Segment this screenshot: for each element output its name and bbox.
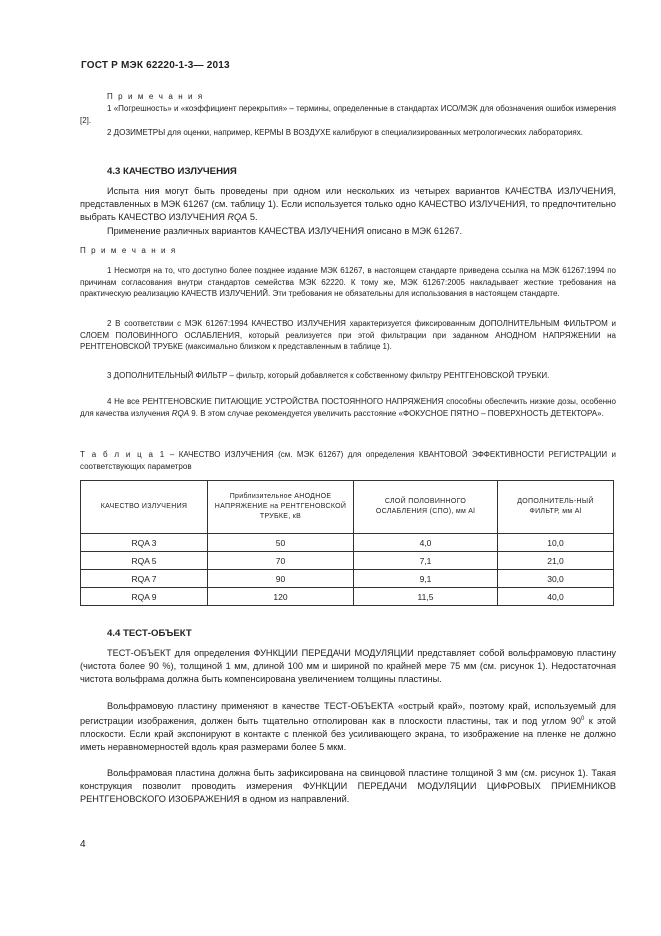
note-text-end: 9. В этом случае рекомендуется увеличить расстояние «ФОКУСНОЕ ПЯТНО – ПОВЕРХНОСТЬ ДЕТЕКТОРА». xyxy=(189,408,604,418)
table-cell: 7,1 xyxy=(354,552,498,570)
paragraph-text: Испыта ния могут быть проведены при одном или нескольких из четырех вариантов КАЧЕСТВА ИЗЛУЧЕНИЯ, представленных в МЭК 61267 (см. таблицу 1). Если используется только одно КАЧЕСТВО ИЗЛУЧЕНИЯ, то предпочтительно выбрать КАЧЕСТВО ИЗЛУЧЕНИЯ xyxy=(80,186,616,222)
table-caption-label: Т а б л и ц а 1 xyxy=(80,450,166,459)
page-number: 4 xyxy=(80,839,86,850)
column-header: СЛОЙ ПОЛОВИННОГО ОСЛАБЛЕНИЯ (СПО), мм Al xyxy=(354,481,498,534)
italic-rqa: RQA xyxy=(227,212,248,222)
table-caption xyxy=(80,449,616,472)
table-row xyxy=(81,588,614,606)
table-cell: 90 xyxy=(208,570,354,588)
table-cell: RQA 9 xyxy=(81,588,208,606)
notes-title-2: П р и м е ч а н и я xyxy=(80,246,177,255)
italic-rqa-2: RQA xyxy=(171,408,190,418)
degree-superscript: 0 xyxy=(580,716,585,722)
note-2-4 xyxy=(80,396,616,419)
table-cell: RQA 3 xyxy=(81,534,208,552)
table-row xyxy=(81,570,614,588)
section-heading-4-4: 4.4 ТЕСТ-ОБЪЕКТ xyxy=(107,628,192,639)
table-row xyxy=(81,552,614,570)
column-header: ДОПОЛНИТЕЛЬ-НЫЙ ФИЛЬТР, мм Al xyxy=(498,481,614,534)
column-header: КАЧЕСТВО ИЗЛУЧЕНИЯ xyxy=(81,481,208,534)
note-2-2: 2 В соответствии с МЭК 61267:1994 КАЧЕСТВО ИЗЛУЧЕНИЯ характеризуется фиксированным ДОПОЛНИТЕЛЬНЫМ ФИЛЬТРОМ и СЛОЕМ ПОЛОВИННОГО ОСЛАБЛЕНИЯ, который реализуется при этой фильтрации при заданном АНОДНОМ НАПРЯЖЕНИИ на РЕНТГЕНОВСКОЙ ТРУБКЕ (максимально близком к представленным в таблице 1). xyxy=(80,319,616,351)
table-cell: 120 xyxy=(208,588,354,606)
paragraph-radiation-quality xyxy=(80,185,616,224)
table-cell: 30,0 xyxy=(498,570,614,588)
paragraph-usage: Применение различных вариантов КАЧЕСТВА ИЗЛУЧЕНИЯ описано в МЭК 61267. xyxy=(107,226,463,236)
note-1: 1 «Погрешность» и «коэффициент перекрытия» – термины, определенные в стандартах ИСО/МЭК для обозначения ошибок измерения [2]. xyxy=(80,104,616,125)
table-caption-text: – КАЧЕСТВО ИЗЛУЧЕНИЯ (см. МЭК 61267) для определения КВАНТОВОЙ ЭФФЕКТИВНОСТИ РЕГИСТРАЦИИ и соответствующих параметров xyxy=(80,450,616,471)
table-cell: 9,1 xyxy=(354,570,498,588)
table-cell: RQA 5 xyxy=(81,552,208,570)
paragraph-test-object: ТЕСТ-ОБЪЕКТ для определения ФУНКЦИИ ПЕРЕДАЧИ МОДУЛЯЦИИ представляет собой вольфрамовую пластину (чистота более 90 %), толщиной 1 мм, длиной 100 мм и шириной по крайней мере 75 мм (см. рисунок 1). Недостаточная чистота вольфрама должна быть компенсирована увеличением толщины пластины. xyxy=(80,648,616,684)
table-row xyxy=(81,534,614,552)
paragraph-text-end: к этой плоскости. Если край экспонируют в контакте с пленкой без усиливающего экрана, то изображение на пленке не должно иметь неравномерностей вдоль края размерами более 5 мкм. xyxy=(80,716,616,753)
paragraph-tungsten-plate xyxy=(80,700,616,754)
note-2-1: 1 Несмотря на то, что доступно более позднее издание МЭК 61267, в настоящем стандарте приведена ссылка на МЭК 61267:1994 по причинам согласования внутри стандартов семейства МЭК 62220. К тому же, МЭК 61267:2005 накладывает жесткие требования на практическую реализацию КАЧЕСТВ ИЗЛУЧЕНИЙ. Эти требования не обязательны для использования в настоящем стандарте. xyxy=(80,266,616,298)
table-cell: 21,0 xyxy=(498,552,614,570)
table-cell: RQA 7 xyxy=(81,570,208,588)
notes-title: П р и м е ч а н и я xyxy=(107,92,204,101)
standard-header: ГОСТ Р МЭК 62220-1-3— 2013 xyxy=(81,60,230,71)
note-2-3: 3 ДОПОЛНИТЕЛЬНЫЙ ФИЛЬТР – фильтр, который добавляется к собственному фильтру РЕНТГЕНОВСКОЙ ТРУБКИ. xyxy=(107,371,550,380)
note-text: 4 Не все РЕНТГЕНОВСКИЕ ПИТАЮЩИЕ УСТРОЙСТВА ПОСТОЯННОГО НАПРЯЖЕНИЯ способны обеспечить низкие дозы, особенно для качества излучения xyxy=(80,397,616,418)
table-cell: 4,0 xyxy=(354,534,498,552)
section-heading-4-3: 4.3 КАЧЕСТВО ИЗЛУЧЕНИЯ xyxy=(107,166,237,177)
note-2: 2 ДОЗИМЕТРЫ для оценки, например, КЕРМЫ В ВОЗДУХЕ калибруют в специализированных метрологических лабораториях. xyxy=(107,128,583,137)
paragraph-text-end: 5. xyxy=(247,212,258,222)
table-cell: 10,0 xyxy=(498,534,614,552)
table-cell: 70 xyxy=(208,552,354,570)
paragraph-lead-plate: Вольфрамовая пластина должна быть зафиксирована на свинцовой пластине толщиной 3 мм (см. рисунок 1). Такая конструкция позволит проводить измерения ФУНКЦИИ ПЕРЕДАЧИ МОДУЛЯЦИИ ЦИФРОВЫХ ПРИЕМНИКОВ РЕНТГЕНОВСКОГО ИЗОБРАЖЕНИЯ в одном из направлений. xyxy=(80,768,616,804)
table-cell: 50 xyxy=(208,534,354,552)
paragraph-text: Вольфрамовую пластину применяют в качестве ТЕСТ-ОБЪЕКТА «острый край», поэтому край, используемый для регистрации изображения, должен быть тщательно отполирован как в плоскости пластины, так и под углом 90 xyxy=(80,701,616,727)
column-header: Приблизительное АНОДНОЕ НАПРЯЖЕНИЕ на РЕНТГЕНОВСКОЙ ТРУБКЕ, кВ xyxy=(208,481,354,534)
table-cell: 40,0 xyxy=(498,588,614,606)
radiation-quality-table xyxy=(80,480,614,606)
table-header-row xyxy=(81,481,614,534)
table-cell: 11,5 xyxy=(354,588,498,606)
